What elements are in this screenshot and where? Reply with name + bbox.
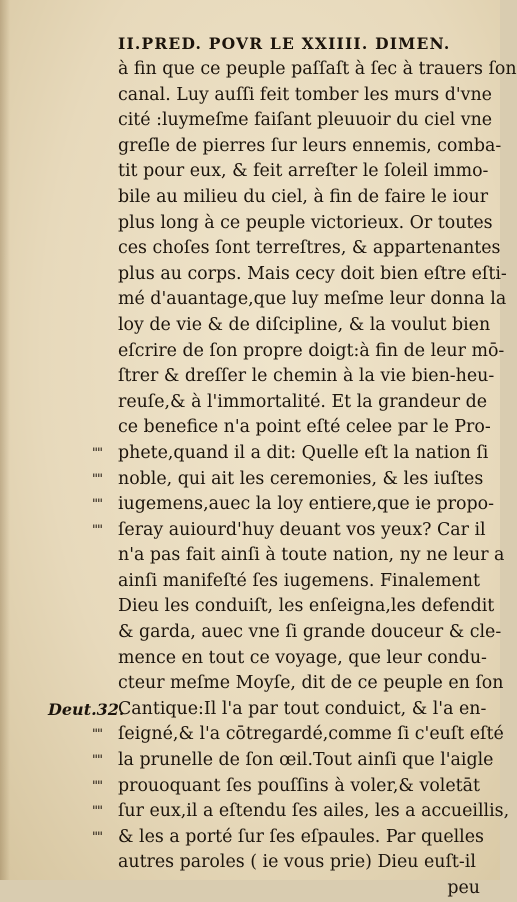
text-line	[118, 83, 492, 109]
line-text: à fin que ce peuple paſſaſt à ſec à trauers ſon	[118, 59, 517, 79]
line-text: & les a porté ſur ſes eſpaules. Par quelles	[118, 826, 484, 847]
line-text: mence en tout ce voyage, que leur condu-	[118, 647, 487, 668]
text-line	[118, 646, 487, 672]
line-text: greſle de pierres ſur leurs ennemis, comba-	[118, 135, 502, 156]
line-text: ces choſes ſont terreſtres, & appartenantes	[118, 238, 501, 259]
text-line	[118, 543, 505, 569]
text-line	[92, 518, 486, 544]
text-line	[92, 748, 494, 774]
quote-marker: ""	[92, 829, 102, 845]
line-text: Dieu les conduiſt, les enſeigna,les defendit	[118, 596, 495, 617]
text-line	[118, 850, 480, 876]
running-head: II.PRED. POVR LE XXIIII. DIMEN.	[118, 34, 451, 53]
quote-marker: ""	[92, 445, 102, 461]
text-line	[118, 57, 517, 83]
text-line	[92, 492, 494, 518]
line-text: ce benefice n'a point eſté celee par le Pro-	[118, 417, 491, 438]
line-text: noble, qui ait les ceremonies, & les iuſtes	[118, 468, 484, 489]
line-text: tit pour eux, & feit arreſter le ſoleil immo-	[118, 161, 489, 182]
text-line	[118, 159, 489, 185]
text-line	[118, 211, 493, 237]
line-text: ſtrer & dreſſer le chemin à la vie bien-heu-	[118, 366, 495, 387]
text-line	[118, 236, 501, 262]
text-line	[118, 134, 502, 160]
line-text: ſur eux,il a eſtendu ſes ailes, les a accueillis,	[118, 801, 510, 822]
quote-marker: ""	[92, 753, 102, 769]
line-text: reuſe,& à l'immortalité. Et la grandeur de	[118, 391, 488, 412]
quote-marker: ""	[92, 471, 102, 487]
line-text: plus au corps. Mais cecy doit bien eſtre eſti-	[118, 263, 507, 284]
text-line	[118, 671, 504, 697]
text-line	[92, 774, 480, 800]
text-line	[92, 467, 484, 493]
line-text: n'a pas fait ainſi à toute nation, ny ne leur a	[118, 545, 505, 566]
line-text: la prunelle de ſon œil.Tout ainſi que l'aigle	[118, 750, 494, 771]
text-line	[118, 364, 495, 390]
line-text: eſcrire de ſon propre doigt:à fin de leur mō-	[118, 340, 505, 361]
text-line	[118, 390, 488, 416]
text-line	[118, 569, 480, 595]
margin-reference: Deut.32.	[48, 699, 125, 719]
quote-marker: ""	[92, 497, 102, 513]
quote-marker: ""	[92, 727, 102, 743]
text-line	[118, 262, 507, 288]
text-line	[92, 799, 510, 825]
text-line	[118, 415, 491, 441]
line-text: ſeray auiourd'huy deuant vos yeux? Car il	[118, 519, 486, 540]
text-line	[118, 697, 487, 723]
text-line	[118, 620, 502, 646]
line-text: ainſi manifeſté ſes iugemens. Finalement	[118, 570, 480, 591]
line-text: & garda, auec vne ſi grande douceur & cle-	[118, 622, 502, 643]
text-line	[92, 825, 484, 851]
line-text: ſeigné,& l'a cōtregardé,comme ſi c'euſt eſté	[118, 724, 504, 745]
line-text: iugemens,auec la loy entiere,que ie propo-	[118, 494, 494, 515]
text-line	[92, 441, 489, 467]
line-text: plus long à ce peuple victorieux. Or toutes	[118, 212, 493, 233]
text-line	[92, 722, 504, 748]
quote-marker: ""	[92, 778, 102, 794]
line-text: cité :luymeſme faiſant pleuuoir du ciel vne	[118, 110, 493, 131]
text-line	[118, 594, 495, 620]
text-line	[118, 287, 507, 313]
text-block	[92, 57, 517, 902]
line-text: cteur meſme Moyſe, dit de ce peuple en ſon	[118, 673, 504, 694]
line-text: loy de vie & de diſcipline, & la voulut bien	[118, 314, 491, 335]
quote-marker: ""	[92, 522, 102, 538]
line-text: bile au milieu du ciel, à fin de faire le iour	[118, 186, 489, 207]
line-text: mé d'auantage,que luy meſme leur donna la	[118, 289, 507, 310]
quote-marker: ""	[92, 804, 102, 820]
line-text: prouoquant ſes pouſſins à voler,& voletāt	[118, 775, 480, 796]
line-text: canal. Luy auſſi feit tomber les murs d'vne	[118, 84, 492, 105]
line-text: Cantique:Il l'a par tout conduict, & l'a en-	[118, 698, 487, 719]
text-line	[118, 313, 491, 339]
text-line	[118, 339, 505, 365]
text-line	[118, 108, 493, 134]
line-text: phete,quand il a dit: Quelle eſt la nation ſi	[118, 442, 489, 463]
text-line	[118, 185, 489, 211]
line-text: autres paroles ( ie vous prie) Dieu euſt-il	[118, 852, 476, 873]
catchword: peu	[447, 878, 480, 898]
